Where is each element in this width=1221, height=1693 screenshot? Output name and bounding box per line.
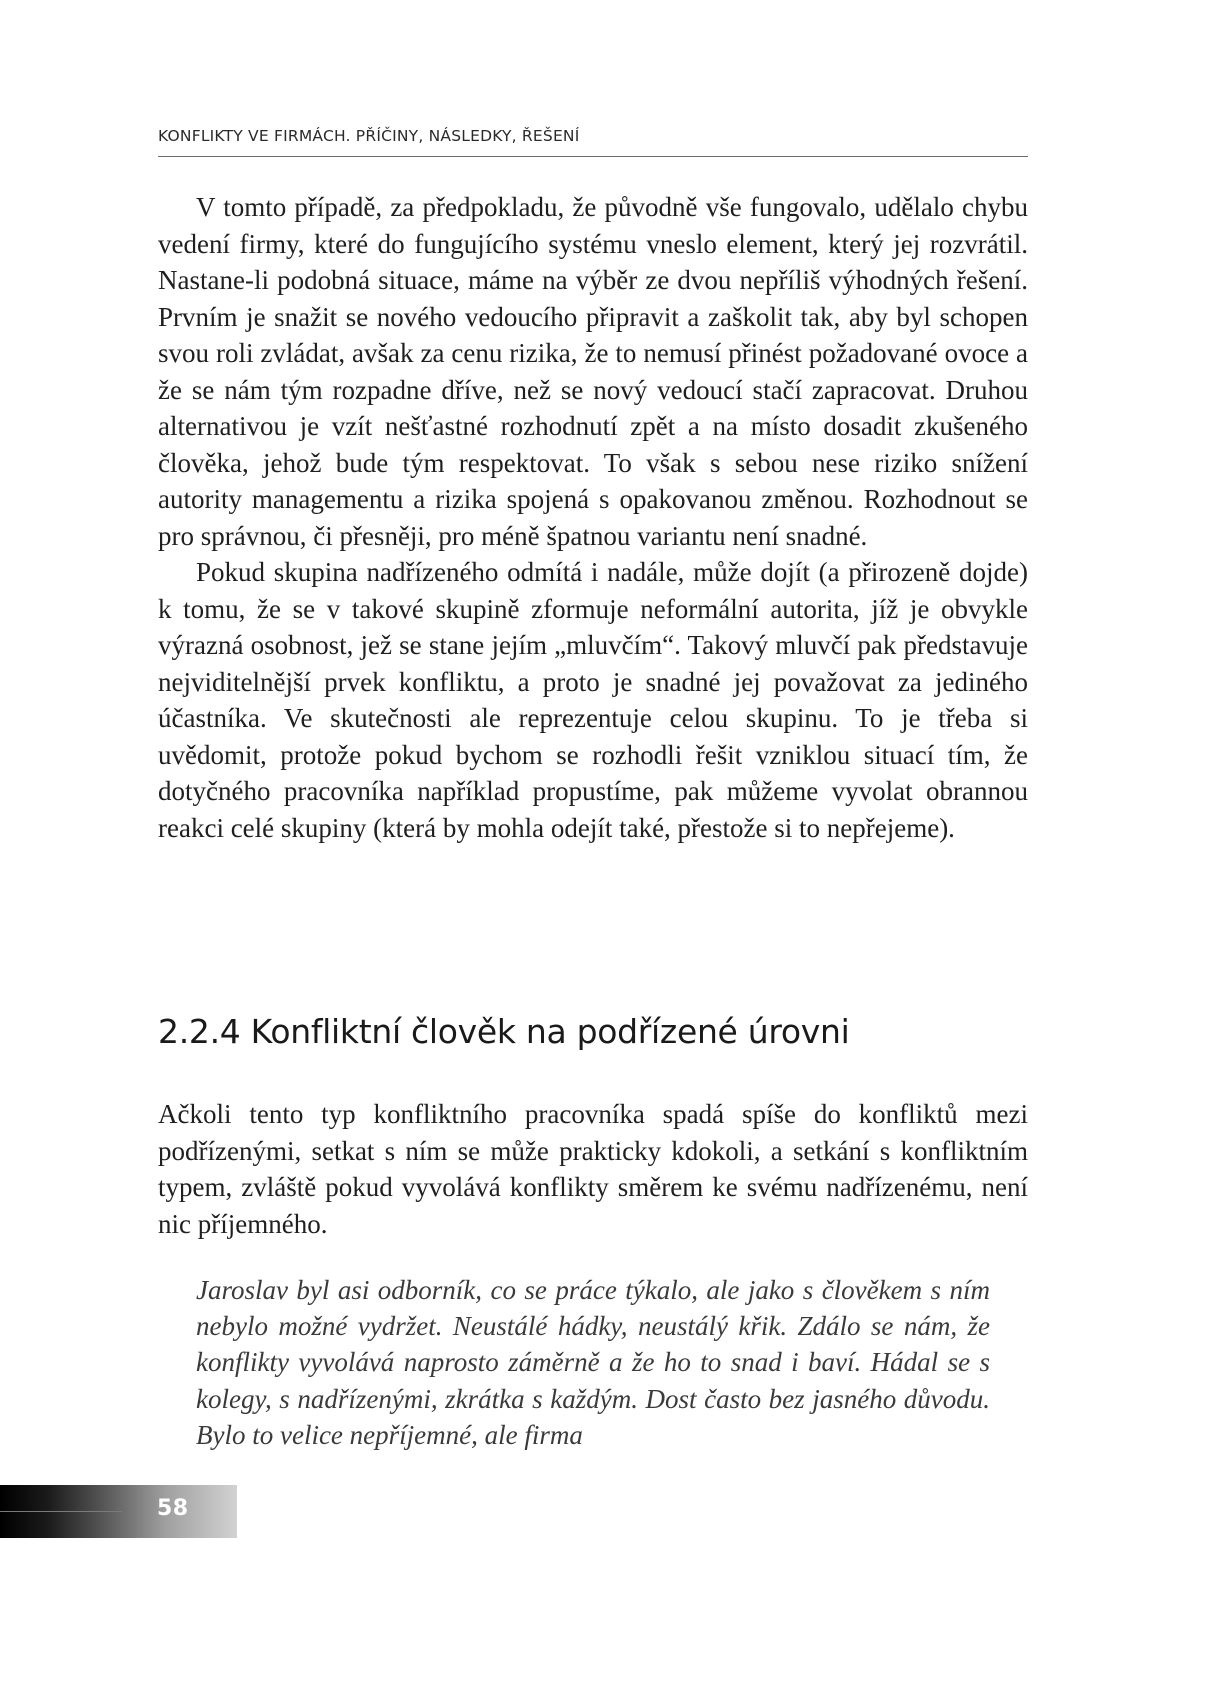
case-study-quote: [196, 1272, 990, 1453]
running-head: KONFLIKTY VE FIRMÁCH. PŘÍČINY, NÁSLEDKY, ŘEŠENÍ: [158, 127, 1028, 157]
folio-rule: [0, 1511, 122, 1512]
page-number: 58: [157, 1496, 189, 1521]
body-paragraph: Pokud skupina nadřízeného odmítá i nadále, může dojít (a přirozeně dojde) k tomu, že se v takové skupině zformuje neformální autorita, jíž je obvykle výrazná osobnost, jež se stane jejím „mluvčím“. Takový mluvčí pak představuje nejviditelnější prvek konfliktu, a proto je snadné jej považovat za jediného účastníka. Ve skutečnosti ale reprezentuje celou skupinu. To je třeba si uvědomit, protože pokud bychom se rozhodli řešit vzniklou situací tím, že dotyčného pracovníka například propustíme, pak můžeme vyvolat obrannou reakci celé skupiny (která by mohla odejít také, přestože si to nepřejeme).: [158, 557, 1028, 843]
quote-text: Jaroslav byl asi odborník, co se práce týkalo, ale jako s člověkem s ním nebylo možné vydržet. Neustálé hádky, neustálý křik. Zdálo se nám, že konflikty vyvolává naprosto záměrně a že ho to snad i baví. Hádal se s kolegy, s nadřízenými, zkrátka s každým. Dost často bez jasného důvodu. Bylo to velice nepříjemné, ale firma: [196, 1275, 990, 1450]
folio-bar: [0, 1485, 237, 1538]
section-heading: 2.2.4 Konfliktní člověk na podřízené úrovni: [158, 1012, 850, 1051]
body-text-block: [158, 1096, 1028, 1242]
body-paragraph: Ačkoli tento typ konfliktního pracovníka spadá spíše do konfliktů mezi podřízenými, setkat s ním se může prakticky kdokoli, a setkání s konfliktním typem, zvláště pokud vyvolává konflikty směrem ke svému nadřízenému, není nic příjemného.: [158, 1099, 1028, 1239]
body-text-block: [158, 189, 1028, 846]
body-paragraph: V tomto případě, za předpokladu, že původně vše fungovalo, udělalo chybu vedení firmy, které do fungujícího systému vneslo element, který jej rozvrátil. Nastane-li podobná situace, máme na výběr ze dvou nepříliš výhodných řešení. Prvním je snažit se nového vedoucího připravit a zaškolit tak, aby byl schopen svou roli zvládat, avšak za cenu rizika, že to nemusí přinést požadované ovoce a že se nám tým rozpadne dříve, než se nový vedoucí stačí zapracovat. Druhou alternativou je vzít nešťastné rozhodnutí zpět a na místo dosadit zkušeného člověka, jehož bude tým respektovat. To však s sebou nese riziko snížení autority managementu a rizika spojená s opakovanou změnou. Rozhodnout se pro správnou, či přesněji, pro méně špatnou variantu není snadné.: [158, 192, 1028, 551]
